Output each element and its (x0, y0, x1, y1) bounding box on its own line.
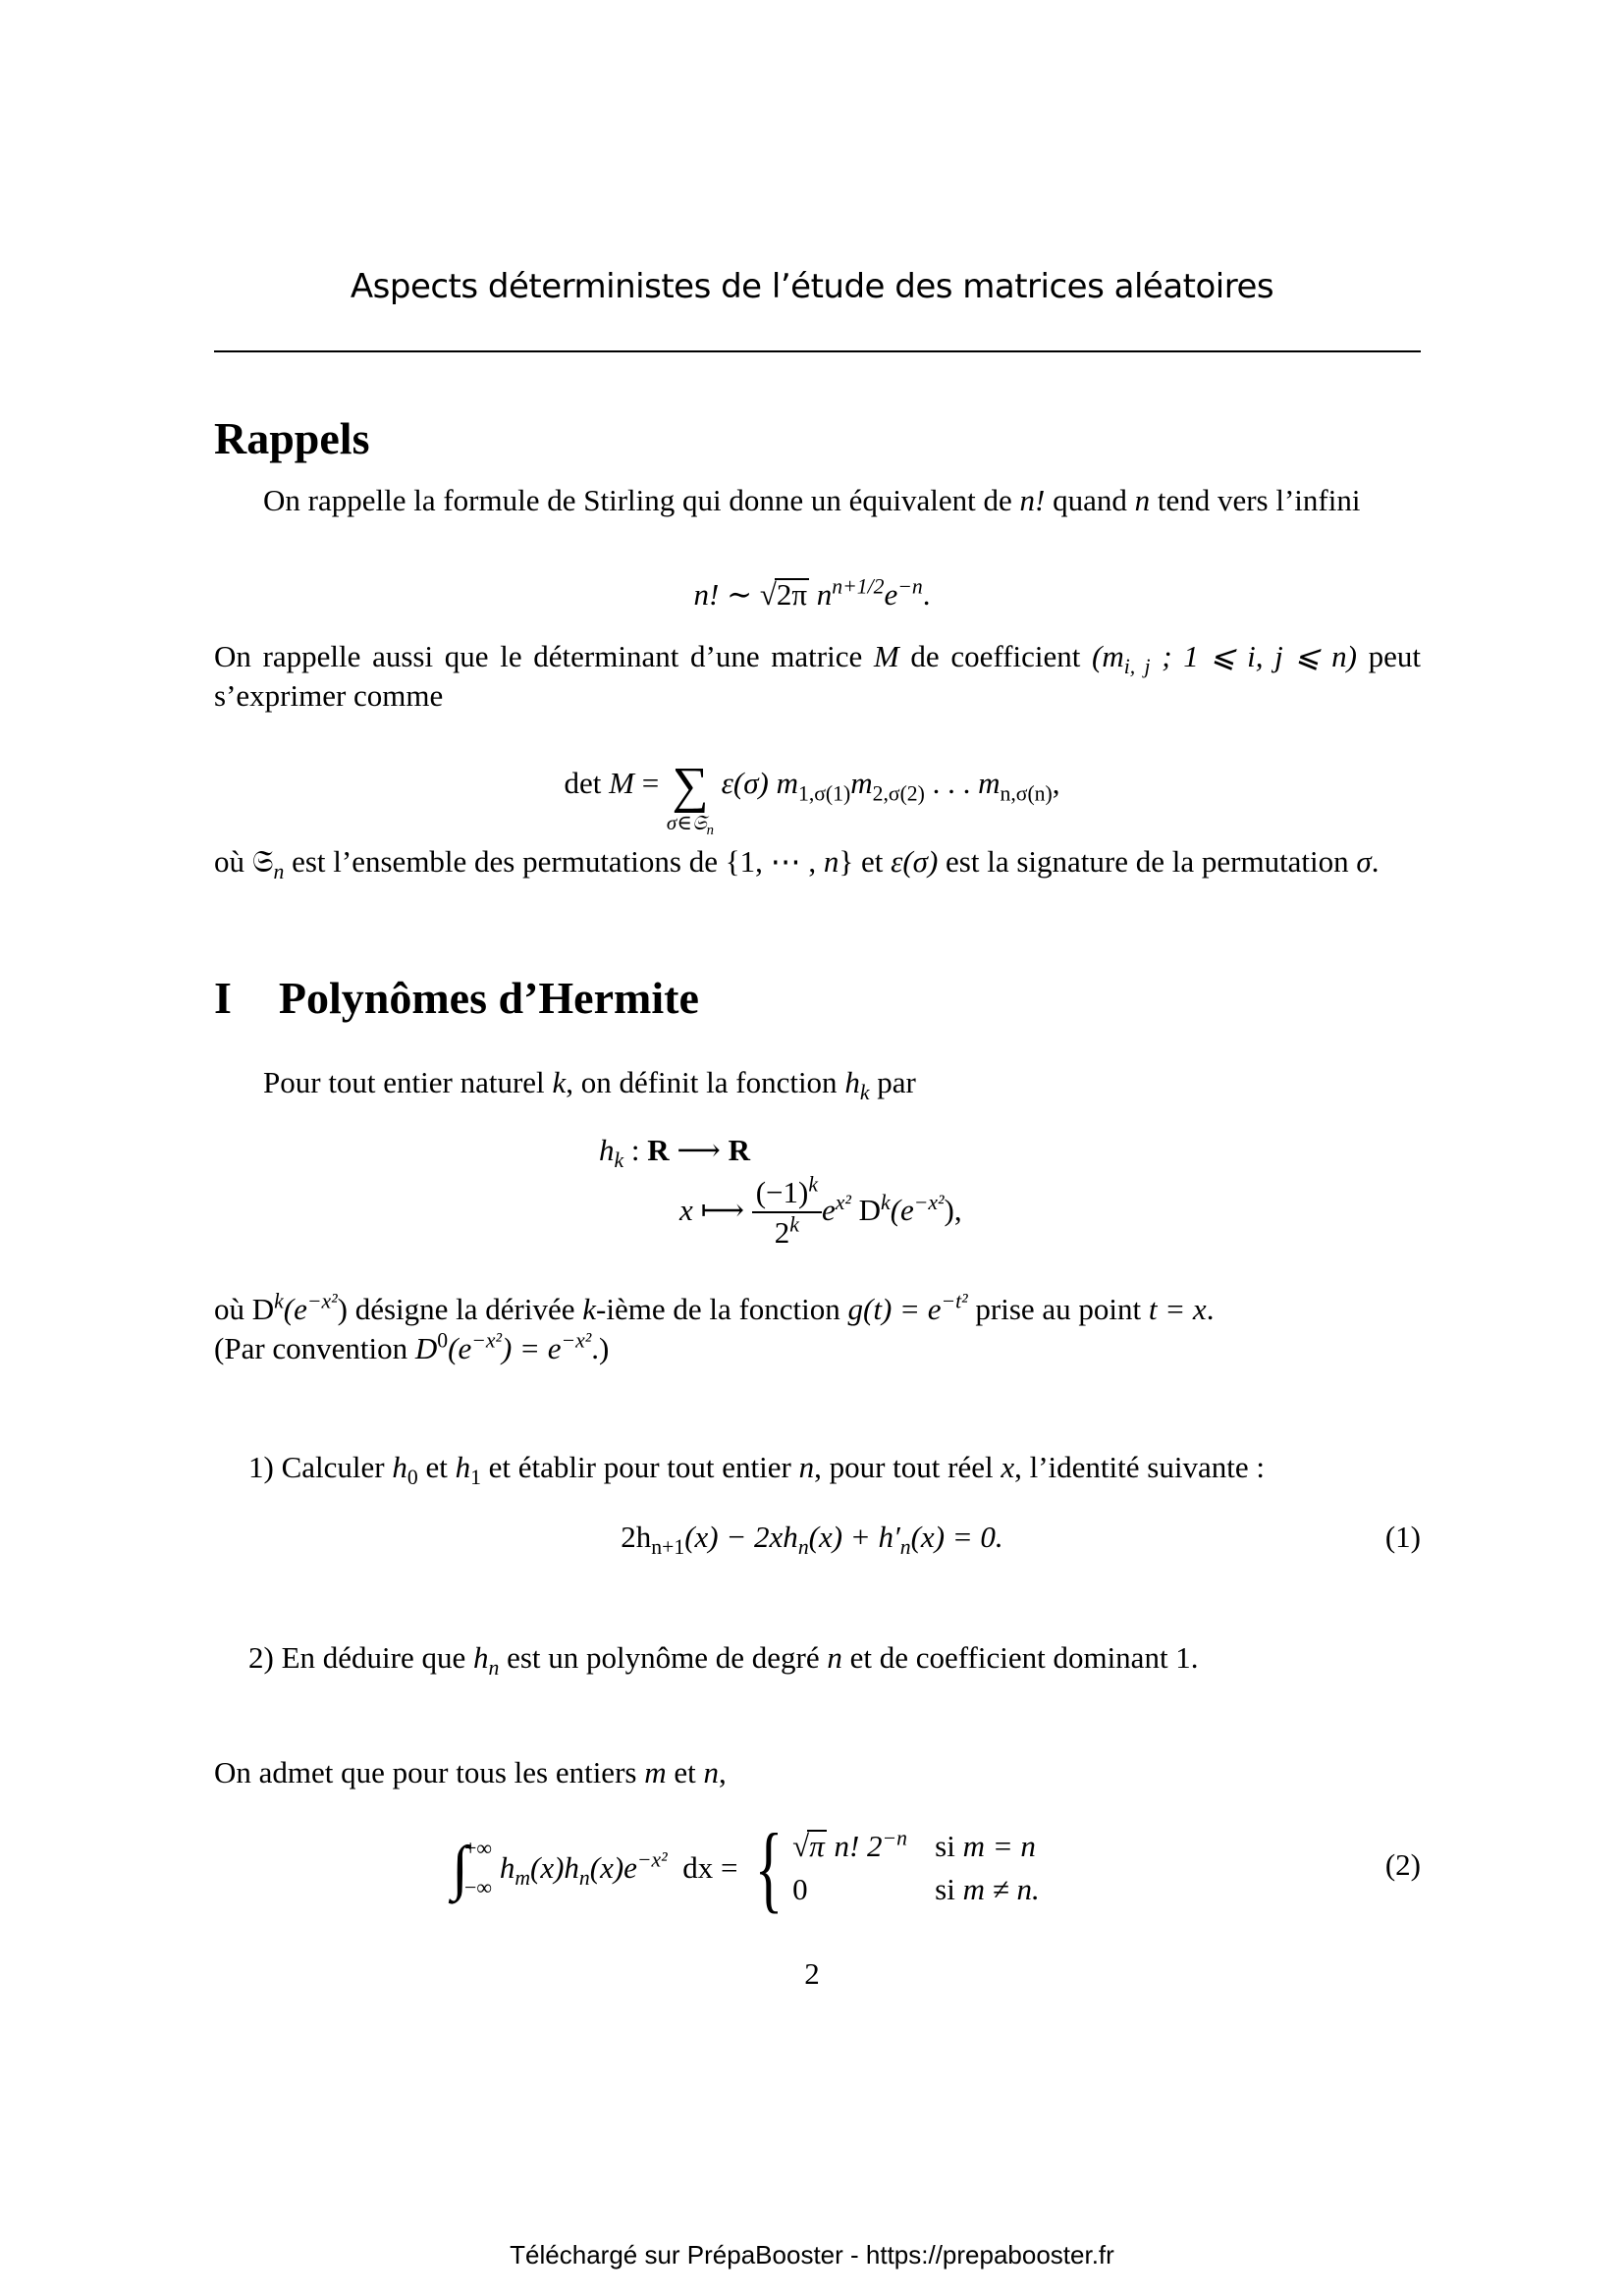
math-sup: −x² (561, 1328, 592, 1353)
equation-determinant (0, 738, 1624, 839)
math-sup: −x² (636, 1847, 668, 1872)
section-number: I (214, 973, 232, 1023)
math-h: h (844, 1065, 860, 1099)
paragraph-permutation (214, 842, 1421, 884)
math-sup: k (808, 1172, 818, 1197)
text: tend vers l’infini (1150, 483, 1361, 517)
math: x (679, 1193, 693, 1228)
math-M: M (873, 639, 899, 673)
math: D (850, 1193, 882, 1228)
text: En déduire que (273, 1640, 473, 1675)
math: (e (890, 1193, 914, 1228)
case-grid (792, 1827, 1082, 1909)
math-sub: 0 (406, 1466, 418, 1490)
case-2-value: 0 (792, 1872, 808, 1906)
math: ⟼ (692, 1193, 752, 1228)
math: n! (693, 577, 720, 612)
math-sup: k (881, 1190, 891, 1214)
math-sup: −t² (941, 1289, 968, 1313)
text: } et (839, 844, 892, 879)
math-sup: x² (835, 1190, 851, 1214)
math-R: R (728, 1133, 750, 1167)
text: est l’ensemble des permutations de {1, ⋯ , (284, 844, 824, 879)
text: Calculer (273, 1450, 393, 1484)
math-sub: k (859, 1081, 870, 1105)
math-sqrt-radicand: 2π (776, 577, 808, 612)
text: (Par convention (214, 1331, 415, 1365)
integral-symbol: ∫ (452, 1835, 468, 1901)
equation-1 (0, 1518, 1624, 1560)
math: x (1001, 1450, 1015, 1484)
math: (x) = 0. (910, 1520, 1003, 1554)
left-brace-icon: { (754, 1813, 784, 1922)
math: n (703, 1755, 719, 1789)
question-1 (248, 1448, 1265, 1490)
math: (x)e (589, 1850, 637, 1885)
equation-2 (452, 1813, 1082, 1922)
paragraph-stirling-intro (214, 481, 1421, 520)
fraction-denominator (752, 1213, 822, 1253)
math-sub: n+1 (651, 1535, 685, 1560)
sqrt-symbol: √ (792, 1829, 810, 1863)
math: m ≠ n. (962, 1872, 1040, 1906)
math: h (492, 1850, 515, 1885)
text: et (666, 1755, 704, 1789)
text: peut s’exprimer comme (214, 639, 1422, 713)
math-n-factorial: n! (1019, 483, 1046, 517)
math: . (922, 577, 931, 612)
math-eps: ε(σ) (891, 844, 939, 879)
text: si (935, 1872, 963, 1906)
math-sup: −x² (306, 1289, 338, 1313)
text: On admet que pour tous les entiers (214, 1755, 645, 1789)
math-coef-rest: ; 1 ⩽ i, j ⩽ n) (1150, 639, 1357, 673)
math: ), (944, 1193, 962, 1228)
integral-lower: −∞ (463, 1875, 493, 1899)
integral-limits (464, 1836, 492, 1900)
math-sup: 0 (437, 1328, 449, 1353)
math-S: 𝔖 (251, 844, 274, 879)
text: . (1371, 844, 1380, 879)
math-sub: m (514, 1866, 530, 1891)
math: ⟶ (669, 1133, 729, 1167)
math (807, 1830, 827, 1861)
integral-upper: +∞ (463, 1836, 493, 1860)
math: det (564, 766, 610, 801)
integrand (492, 1847, 746, 1891)
math-sub: n,σ(n) (1000, 781, 1053, 806)
equation-number-1: (1) (1384, 1520, 1421, 1554)
sum-index-text: σ∈𝔖 (666, 811, 707, 834)
fraction-numerator (752, 1174, 822, 1213)
math-sub: i, j (1123, 655, 1151, 679)
text: prise au point (967, 1292, 1149, 1326)
text: , l’identité suivante : (1014, 1450, 1265, 1484)
section-heading-rappels: Rappels (214, 413, 370, 463)
text: de coefficient (898, 639, 1093, 673)
paragraph-orthogonality-intro (214, 1753, 727, 1792)
math-sub: n (488, 1656, 500, 1681)
text: est la signature de la permutation (938, 844, 1357, 879)
math: h (472, 1640, 489, 1675)
math: dx = (667, 1850, 746, 1885)
text: où D (214, 1292, 275, 1326)
math-sub: n (899, 1535, 911, 1560)
math-R: R (647, 1133, 670, 1167)
math-n: n (823, 844, 839, 879)
math-sub: n (273, 860, 285, 884)
text: , pour tout réel (814, 1450, 1001, 1484)
math-sub: n (578, 1866, 590, 1891)
math-k: k (582, 1292, 597, 1326)
math: (x) − 2xh (684, 1520, 798, 1554)
text: , (718, 1755, 727, 1789)
math: n! 2 (826, 1829, 883, 1863)
text: . (1206, 1292, 1215, 1326)
text: quand (1045, 483, 1135, 517)
math: (x) + h′ (808, 1520, 900, 1554)
math-t: t = x (1148, 1292, 1207, 1326)
math-sub: 1 (470, 1466, 481, 1490)
download-footer: Téléchargé sur PrépaBooster - https://prepabooster.fr (510, 2240, 1114, 2269)
integral (452, 1836, 492, 1900)
math-sup: k (274, 1289, 284, 1313)
paragraph-hk-definition (214, 1063, 1421, 1105)
math: ∼ (719, 577, 760, 612)
section-title: Polynômes d’Hermite (278, 973, 699, 1023)
equation-stirling (0, 575, 1624, 614)
text: et établir pour tout entier (480, 1450, 799, 1484)
sum-symbol: ∑ (672, 758, 709, 814)
math-coef: (m (1092, 639, 1124, 673)
text: ) désigne la dérivée (337, 1292, 583, 1326)
sum-index (666, 811, 714, 839)
math: m (978, 766, 1001, 801)
math: (x)h (530, 1850, 579, 1885)
paragraph-determinant-intro (214, 637, 1421, 716)
math: . . . (924, 766, 979, 801)
text: et de coefficient dominant 1. (841, 1640, 1199, 1675)
math: (e (448, 1331, 472, 1365)
math-n: n (1134, 483, 1151, 517)
text: par (869, 1065, 916, 1099)
case-1-value (792, 1827, 935, 1866)
math: , (1052, 766, 1060, 801)
math: n (827, 1640, 842, 1675)
fraction (752, 1174, 822, 1253)
sum-index-sub: n (706, 823, 714, 839)
math: m (776, 766, 798, 801)
header-rule (214, 350, 1421, 352)
text: où (214, 844, 252, 879)
sum-operator (666, 758, 714, 839)
case-2-condition (935, 1870, 1082, 1909)
math: h (455, 1450, 471, 1484)
case-1-condition (935, 1827, 1082, 1866)
math: n (809, 577, 833, 612)
math-exponent: −n (897, 574, 923, 599)
text: .) (591, 1331, 610, 1365)
math-g: g(t) = e (847, 1292, 942, 1326)
text: -ième de la fonction (596, 1292, 848, 1326)
math: M (609, 766, 634, 801)
math-sup: −x² (913, 1190, 945, 1214)
text: si (935, 1829, 963, 1863)
math-sub: k (614, 1148, 624, 1173)
math: h (599, 1133, 615, 1167)
math: m (850, 766, 873, 801)
math: (e (283, 1292, 307, 1326)
cases (745, 1813, 1082, 1922)
math-D: D (414, 1331, 438, 1365)
equation-hk-signature (599, 1131, 750, 1173)
math: e (884, 577, 898, 612)
equation-hk-formula (679, 1174, 962, 1253)
math-sigma: σ (1356, 844, 1372, 879)
math-sup: −x² (471, 1328, 502, 1353)
math-sub: n (797, 1535, 809, 1560)
text: est un polynôme de degré (499, 1640, 828, 1675)
math-exponent: n+1/2 (832, 574, 885, 599)
math: π (809, 1829, 825, 1863)
math: m (644, 1755, 667, 1789)
math: (−1) (755, 1175, 809, 1209)
math-sub: 2,σ(2) (872, 781, 925, 806)
question-label: 2) (248, 1640, 274, 1675)
math: n (798, 1450, 815, 1484)
question-2 (248, 1638, 1199, 1681)
running-header: Aspects déterministes de l’étude des matrices aléatoires (350, 267, 1274, 306)
math: : (623, 1133, 648, 1167)
text: , on définit la fonction (566, 1065, 845, 1099)
text: On rappelle aussi que le déterminant d’une matrice (214, 639, 874, 673)
question-label: 1) (248, 1450, 274, 1484)
math-sup: −n (882, 1826, 908, 1850)
math: m = n (962, 1829, 1036, 1863)
page-number: 2 (804, 1956, 820, 1991)
sqrt-symbol: √ (759, 577, 777, 612)
math: 2h (621, 1520, 652, 1554)
equation-number-2: (2) (1384, 1847, 1421, 1882)
math-k: k (552, 1065, 567, 1099)
math-sup: k (789, 1212, 799, 1237)
math: e (822, 1193, 836, 1228)
math: ) = e (501, 1331, 562, 1365)
math: = (633, 766, 667, 801)
math: h (392, 1450, 407, 1484)
text: Pour tout entier naturel (263, 1065, 553, 1099)
paragraph-derivative (214, 1290, 1421, 1368)
text: On rappelle la formule de Stirling qui donne un équivalent de (263, 483, 1020, 517)
math-sub: 1,σ(1) (797, 781, 851, 806)
math: ε(σ) (721, 766, 777, 801)
section-heading-hermite (214, 972, 699, 1024)
math: 2 (774, 1215, 790, 1250)
text: et (417, 1450, 456, 1484)
